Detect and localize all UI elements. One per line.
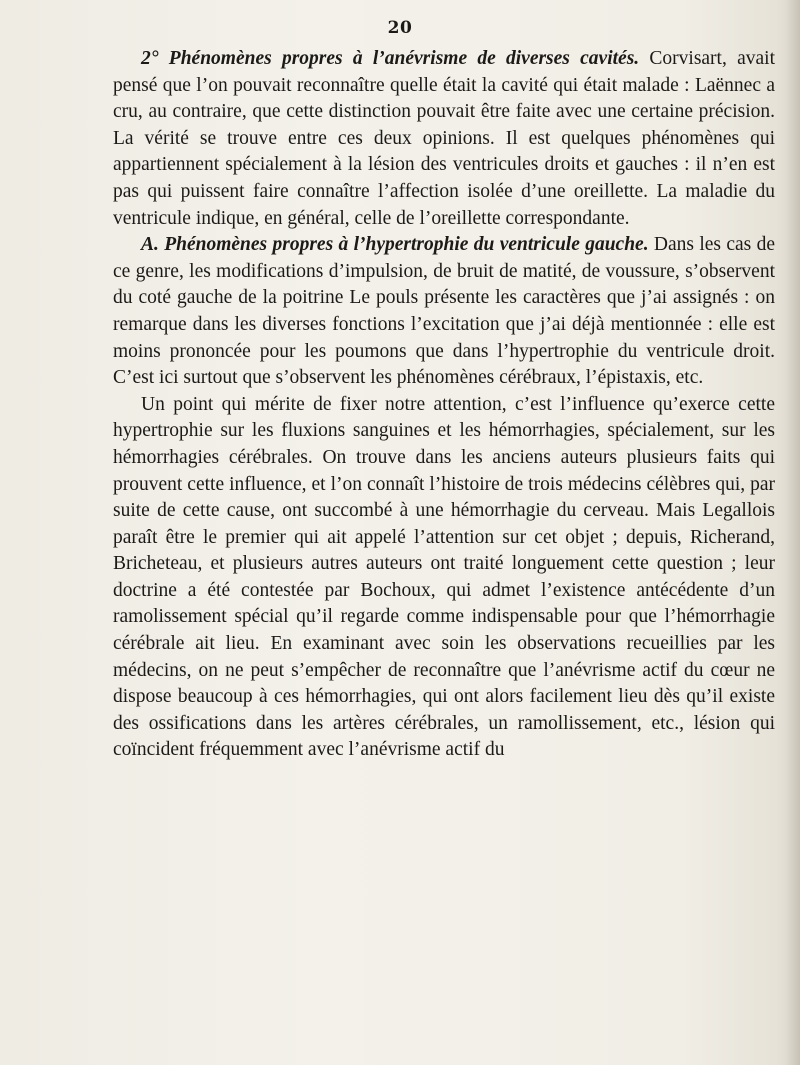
page-number: 20 xyxy=(387,18,413,38)
section-heading-ventricule-gauche: A. Phénomènes propres à l’hypertrophie du ventricule gauche. xyxy=(141,234,649,256)
paragraph-2-text: Dans les cas de ce genre, les modifications d’impulsion, de bruit de matité, de voussure, s’observent du coté gauche de la poitrine Le pouls présente les caractères que j’ai assignés : on remarque dans les diverses fonctions l’excitation que j’ai déjà mentionnée : elle est moins prononcée pour les poumons que dans l’hypertrophie du ventricule droit. C’est ici surtout que s’observent les phénomènes cérébraux, l’épistaxis, etc. xyxy=(113,234,775,389)
paragraph-2 xyxy=(113,232,775,392)
page-edge-shadow xyxy=(786,0,800,1065)
body-text xyxy=(113,46,775,764)
paragraph-1 xyxy=(113,46,775,232)
paragraph-1-text: Corvisart, avait pensé que l’on pouvait reconnaître quelle était la cavité qui était malade : Laënnec a cru, au contraire, que cette distinction pouvait être faite avec une certaine précision. La vérité se trouve entre ces deux opinions. Il est quelques phénomènes qui appartiennent spécialement à la lésion des ventricules droits et gauches : il n’en est pas qui puissent faire connaître l’affection isolée d’une oreillette. La maladie du ventricule indique, en général, celle de l’oreillette correspondante. xyxy=(113,48,775,229)
paragraph-3 xyxy=(113,392,775,764)
paragraph-3-text: Un point qui mérite de fixer notre attention, c’est l’influence qu’exerce cette hypertrophie sur les fluxions sanguines et les hémorrhagies, spécialement, sur les hémorrhagies cérébrales. On trouve dans les anciens auteurs plusieurs faits qui prouvent cette influence, et l’on connaît l’histoire de trois médecins célèbres qui, par suite de cette cause, ont succombé à une hémorrhagie du cerveau. Mais Legallois paraît être le premier qui ait appelé l’attention sur cet objet ; depuis, Richerand, Bricheteau, et plusieurs autres auteurs ont traité longuement cette question ; leur doctrine a été contestée par Bochoux, qui admet l’existence antécédente d’un ramolissement spécial qu’il regarde comme indispensable pour que l’hémorrhagie cérébrale ait lieu. En examinant avec soin les observations recueillies par les médecins, on ne peut s’empêcher de reconnaître que l’anévrisme actif du cœur ne dispose beaucoup à ces hémorrhagies, qui ont alors facilement lieu dès qu’il existe des ossifications dans les artères cérébrales, un ramollissement, etc., lésion qui coïncident fréquemment avec l’anévrisme actif du xyxy=(113,393,775,761)
section-heading-anevrisme: 2° Phénomènes propres à l’anévrisme de diverses cavités. xyxy=(141,48,640,69)
